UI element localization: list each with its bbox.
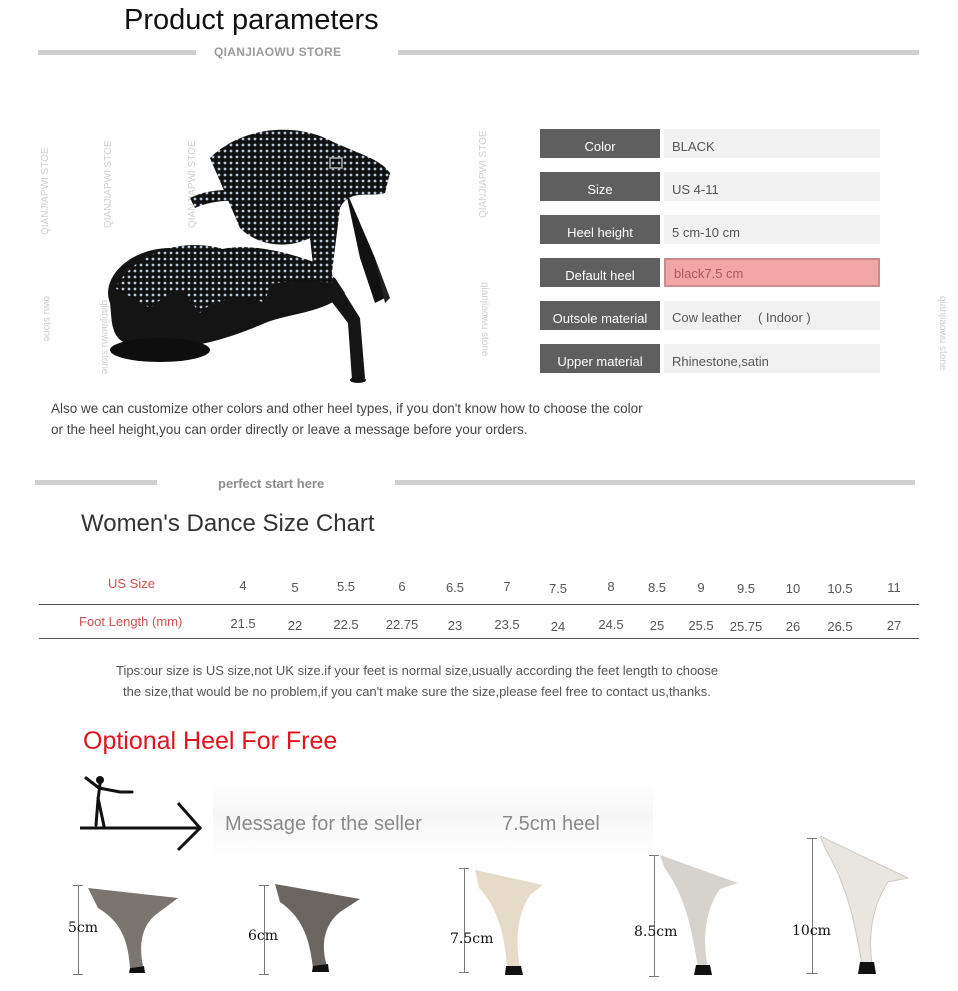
size-tips (116, 660, 796, 702)
heel-option-8-5cm (630, 850, 750, 980)
heel-size-label: 6cm (248, 928, 279, 944)
heel-size-label: 5cm (68, 920, 99, 936)
table-divider (39, 604, 919, 605)
heel-8-5cm-image (660, 855, 740, 975)
param-label: Heel height (540, 215, 660, 244)
us-size-cell: 6 (398, 579, 406, 594)
heel-size-label: 10cm (792, 923, 831, 939)
us-size-cell: 5 (291, 580, 299, 595)
param-row-outsole (540, 301, 880, 330)
tips-line: Tips:our size is US size,not UK size.if your feet is normal size,usually according the feet length to choose (116, 663, 719, 678)
heel-6cm-image (275, 884, 360, 972)
foot-length-cell: 22.5 (333, 617, 359, 632)
foot-length-cell: 22.75 (385, 617, 419, 632)
foot-length-cell: 22 (287, 618, 303, 633)
table-divider (39, 638, 919, 639)
heel-option-7-5cm (440, 865, 560, 980)
watermark: QIANJIAPWI STOE (40, 147, 51, 235)
watermark: QIANJIAPWI STOE (478, 130, 489, 218)
note-line: Also we can customize other colors and other heel types, if you don't know how to choose the color (51, 401, 643, 416)
store-name: QIANJIAOWU STORE (214, 45, 342, 59)
us-size-cell: 9.5 (736, 581, 756, 596)
param-value: Cow leather ( Indoor ) (664, 301, 880, 330)
us-size-cell: 8 (607, 579, 615, 594)
watermark: qianjiaowu stone (479, 282, 490, 357)
param-label: Size (540, 172, 660, 201)
arrow-right-icon (80, 798, 205, 859)
heel-size-label: 7.5cm (450, 931, 494, 947)
us-size-cell: 10 (785, 581, 801, 596)
foot-length-cell: 24 (550, 619, 566, 634)
height-ruler (464, 868, 475, 973)
foot-length-cell: 25.5 (688, 618, 714, 633)
header-rule-right (398, 50, 919, 55)
foot-length-cell: 27 (886, 618, 902, 633)
heel-7-5cm-image (475, 870, 545, 975)
us-size-cell: 10.5 (827, 581, 853, 596)
param-label: Outsole material (540, 301, 660, 330)
foot-length-cell: 23 (447, 618, 463, 633)
heel-option-10cm (790, 833, 920, 980)
param-row-color (540, 129, 880, 158)
optional-heel-title: Optional Heel For Free (83, 727, 338, 755)
param-value: Rhinestone,satin (664, 344, 880, 373)
us-size-cell: 11 (887, 580, 901, 595)
us-size-cell: 7 (503, 579, 511, 594)
header-rule-left (38, 50, 196, 55)
heel-size-label: 8.5cm (634, 924, 678, 940)
param-row-upper (540, 344, 880, 373)
section-tagline: perfect start here (218, 476, 325, 491)
us-size-cell: 5.5 (336, 579, 356, 594)
heel-10cm-image (820, 836, 910, 974)
param-row-size (540, 172, 880, 201)
customize-note (51, 398, 691, 440)
param-label: Upper material (540, 344, 660, 373)
param-row-default-heel (540, 258, 880, 287)
param-value: US 4-11 (664, 172, 880, 201)
foot-length-cell: 24.5 (598, 617, 624, 632)
foot-length-cell: 21.5 (230, 616, 256, 631)
divider-rule-left (35, 480, 157, 485)
watermark: qianjiaowu stone (99, 300, 110, 375)
param-value: 5 cm-10 cm (664, 215, 880, 244)
heel-5cm-image (88, 888, 178, 973)
message-label: Message for the seller (225, 813, 422, 835)
us-size-cell: 8.5 (647, 580, 667, 595)
watermark: QIANJIAPWI STOE (187, 140, 198, 228)
us-size-cell: 4 (239, 578, 247, 593)
note-line: or the heel height,you can order directly or leave a message before your orders. (51, 422, 528, 437)
foot-length-cell: 26 (785, 619, 801, 634)
us-size-cell: 9 (697, 580, 705, 595)
param-value: BLACK (664, 129, 880, 158)
watermark: owu stone (41, 296, 52, 342)
product-shoe-image (90, 118, 430, 388)
param-value-highlighted: black7.5 cm (664, 258, 880, 287)
foot-length-cell: 25 (649, 618, 665, 633)
heel-option-5cm (60, 880, 180, 980)
page-title: Product parameters (124, 4, 379, 36)
tips-line: the size,that would be no problem,if you can't make sure the size,please feel free to contact us,thanks. (123, 684, 711, 699)
foot-length-cell: 25.75 (729, 619, 763, 634)
us-size-label: US Size (108, 576, 155, 591)
watermark: QIANJIAPWI STOE (103, 140, 114, 228)
foot-length-cell: 26.5 (827, 619, 853, 634)
param-label: Color (540, 129, 660, 158)
foot-length-label: Foot Length (mm) (79, 614, 183, 629)
us-size-cell: 6.5 (445, 580, 465, 595)
param-row-heel-height (540, 215, 880, 244)
param-label: Default heel (540, 258, 660, 287)
size-chart-title: Women's Dance Size Chart (81, 510, 375, 537)
heel-option-6cm (240, 880, 360, 980)
message-value: 7.5cm heel (502, 813, 600, 835)
us-size-cell: 7.5 (548, 581, 568, 596)
watermark: qianjiaowu stone (937, 296, 948, 371)
divider-rule-right (395, 480, 915, 485)
foot-length-cell: 23.5 (494, 617, 520, 632)
